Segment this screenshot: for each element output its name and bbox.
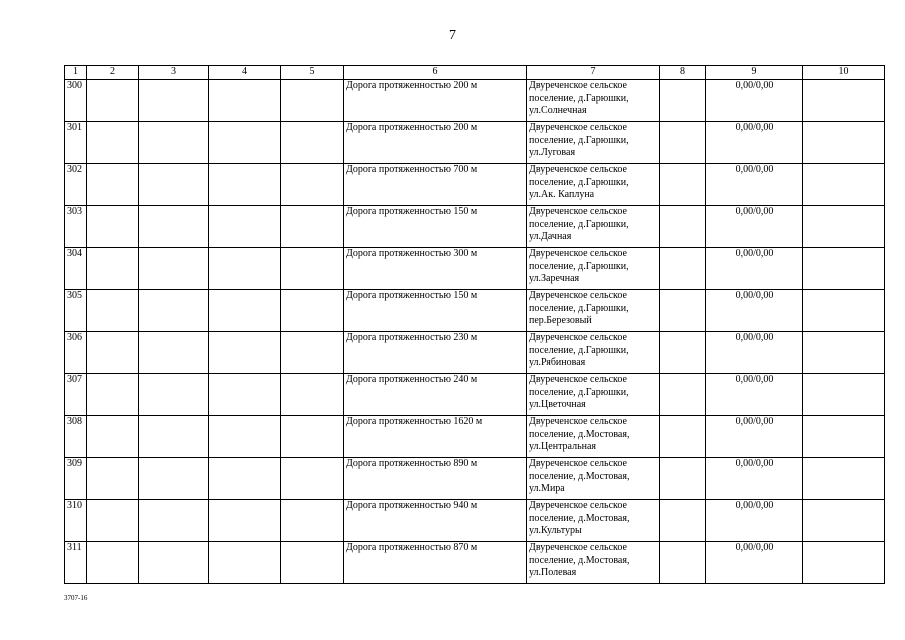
object-name: Дорога протяженностью 230 м: [344, 332, 527, 374]
address-line: Двуреченское сельское: [529, 248, 627, 259]
empty-cell: [281, 500, 344, 542]
empty-cell: [139, 248, 209, 290]
address-line: ул.Луговая: [529, 147, 576, 158]
empty-cell: [281, 122, 344, 164]
empty-cell: [87, 374, 139, 416]
empty-cell: [209, 164, 281, 206]
row-number: 310: [65, 500, 87, 542]
cost-value: 0,00/0,00: [706, 500, 803, 542]
cost-value: 0,00/0,00: [706, 164, 803, 206]
empty-cell: [660, 290, 706, 332]
object-name: Дорога протяженностью 700 м: [344, 164, 527, 206]
empty-cell: [209, 206, 281, 248]
row-number: 306: [65, 332, 87, 374]
empty-cell: [803, 164, 885, 206]
empty-cell: [660, 122, 706, 164]
empty-cell: [209, 290, 281, 332]
cost-value: 0,00/0,00: [706, 248, 803, 290]
column-header: 4: [209, 66, 281, 80]
object-address: [527, 122, 660, 164]
empty-cell: [139, 542, 209, 584]
empty-cell: [660, 206, 706, 248]
address-line: ул.Мира: [529, 483, 565, 494]
table-row: [65, 164, 885, 206]
empty-cell: [209, 248, 281, 290]
empty-cell: [281, 416, 344, 458]
empty-cell: [660, 332, 706, 374]
address-line: Двуреченское сельское: [529, 206, 627, 217]
empty-cell: [803, 416, 885, 458]
object-name: Дорога протяженностью 940 м: [344, 500, 527, 542]
empty-cell: [139, 290, 209, 332]
object-name: Дорога протяженностью 1620 м: [344, 416, 527, 458]
object-address: [527, 500, 660, 542]
object-address: [527, 416, 660, 458]
address-line: поселение, д.Гарюшки,: [529, 302, 629, 314]
empty-cell: [87, 290, 139, 332]
empty-cell: [209, 80, 281, 122]
column-header: 9: [706, 66, 803, 80]
row-number: 311: [65, 542, 87, 584]
empty-cell: [87, 416, 139, 458]
table-row: [65, 206, 885, 248]
address-line: Двуреченское сельское: [529, 416, 627, 427]
address-line: Двуреченское сельское: [529, 80, 627, 91]
page-number: 7: [449, 28, 456, 43]
column-header: 1: [65, 66, 87, 80]
object-address: [527, 290, 660, 332]
table-row: [65, 332, 885, 374]
column-header: 6: [344, 66, 527, 80]
empty-cell: [87, 332, 139, 374]
empty-cell: [660, 458, 706, 500]
table-row: [65, 122, 885, 164]
empty-cell: [209, 458, 281, 500]
empty-cell: [660, 80, 706, 122]
row-number: 303: [65, 206, 87, 248]
empty-cell: [87, 122, 139, 164]
empty-cell: [209, 542, 281, 584]
empty-cell: [209, 374, 281, 416]
row-number: 307: [65, 374, 87, 416]
empty-cell: [281, 332, 344, 374]
object-address: [527, 164, 660, 206]
empty-cell: [281, 248, 344, 290]
address-line: ул.Дачная: [529, 231, 572, 242]
address-line: поселение, д.Гарюшки,: [529, 344, 629, 356]
column-header: 5: [281, 66, 344, 80]
empty-cell: [803, 122, 885, 164]
empty-cell: [803, 374, 885, 416]
table-row: [65, 542, 885, 584]
object-name: Дорога протяженностью 150 м: [344, 206, 527, 248]
object-name: Дорога протяженностью 240 м: [344, 374, 527, 416]
empty-cell: [87, 206, 139, 248]
address-line: Двуреченское сельское: [529, 458, 627, 469]
empty-cell: [660, 164, 706, 206]
address-line: Двуреченское сельское: [529, 290, 627, 301]
empty-cell: [209, 500, 281, 542]
empty-cell: [209, 332, 281, 374]
empty-cell: [139, 416, 209, 458]
object-address: [527, 374, 660, 416]
cost-value: 0,00/0,00: [706, 80, 803, 122]
empty-cell: [209, 122, 281, 164]
empty-cell: [281, 80, 344, 122]
empty-cell: [803, 500, 885, 542]
table-body: [65, 80, 885, 584]
table-row: [65, 500, 885, 542]
empty-cell: [660, 542, 706, 584]
empty-cell: [660, 500, 706, 542]
address-line: пер.Березовый: [529, 315, 592, 326]
address-line: поселение, д.Гарюшки,: [529, 386, 629, 398]
address-line: поселение, д.Гарюшки,: [529, 134, 629, 146]
row-number: 309: [65, 458, 87, 500]
empty-cell: [803, 290, 885, 332]
empty-cell: [803, 206, 885, 248]
empty-cell: [139, 458, 209, 500]
address-line: поселение, д.Мостовая,: [529, 428, 630, 440]
empty-cell: [660, 374, 706, 416]
empty-cell: [139, 122, 209, 164]
empty-cell: [281, 542, 344, 584]
address-line: Двуреченское сельское: [529, 122, 627, 133]
empty-cell: [139, 164, 209, 206]
empty-cell: [803, 332, 885, 374]
empty-cell: [87, 80, 139, 122]
table-row: [65, 458, 885, 500]
column-header: 7: [527, 66, 660, 80]
column-header: 2: [87, 66, 139, 80]
row-number: 301: [65, 122, 87, 164]
table-row: [65, 374, 885, 416]
empty-cell: [139, 500, 209, 542]
address-line: ул.Рябиновая: [529, 357, 586, 368]
address-line: поселение, д.Гарюшки,: [529, 176, 629, 188]
cost-value: 0,00/0,00: [706, 416, 803, 458]
address-line: ул.Заречная: [529, 273, 580, 284]
empty-cell: [139, 332, 209, 374]
object-name: Дорога протяженностью 200 м: [344, 80, 527, 122]
empty-cell: [281, 374, 344, 416]
empty-cell: [87, 500, 139, 542]
empty-cell: [87, 542, 139, 584]
table-row: [65, 248, 885, 290]
address-line: поселение, д.Гарюшки,: [529, 218, 629, 230]
object-name: Дорога протяженностью 200 м: [344, 122, 527, 164]
cost-value: 0,00/0,00: [706, 374, 803, 416]
row-number: 308: [65, 416, 87, 458]
cost-value: 0,00/0,00: [706, 206, 803, 248]
empty-cell: [139, 374, 209, 416]
empty-cell: [281, 290, 344, 332]
address-line: ул.Ак. Каплуна: [529, 189, 595, 200]
address-line: ул.Центральная: [529, 441, 597, 452]
empty-cell: [803, 80, 885, 122]
cost-value: 0,00/0,00: [706, 122, 803, 164]
empty-cell: [803, 248, 885, 290]
object-name: Дорога протяженностью 150 м: [344, 290, 527, 332]
column-header: 8: [660, 66, 706, 80]
object-name: Дорога протяженностью 300 м: [344, 248, 527, 290]
address-line: поселение, д.Гарюшки,: [529, 260, 629, 272]
address-line: ул.Полевая: [529, 567, 577, 578]
table-row: [65, 290, 885, 332]
address-line: ул.Цветочная: [529, 399, 586, 410]
row-number: 304: [65, 248, 87, 290]
table-row: [65, 416, 885, 458]
empty-cell: [660, 248, 706, 290]
cost-value: 0,00/0,00: [706, 542, 803, 584]
address-line: Двуреченское сельское: [529, 542, 627, 553]
address-line: Двуреченское сельское: [529, 500, 627, 511]
address-line: Двуреченское сельское: [529, 374, 627, 385]
object-address: [527, 248, 660, 290]
address-line: поселение, д.Мостовая,: [529, 554, 630, 566]
address-line: Двуреченское сельское: [529, 332, 627, 343]
empty-cell: [803, 542, 885, 584]
address-line: ул.Культуры: [529, 525, 582, 536]
address-line: ул.Солнечная: [529, 105, 587, 116]
property-registry-table: [64, 65, 885, 584]
empty-cell: [660, 416, 706, 458]
table-row: [65, 80, 885, 122]
empty-cell: [87, 458, 139, 500]
address-line: поселение, д.Мостовая,: [529, 470, 630, 482]
header-row: [65, 66, 885, 80]
object-name: Дорога протяженностью 870 м: [344, 542, 527, 584]
empty-cell: [281, 206, 344, 248]
object-address: [527, 458, 660, 500]
address-line: Двуреченское сельское: [529, 164, 627, 175]
row-number: 305: [65, 290, 87, 332]
empty-cell: [281, 164, 344, 206]
address-line: поселение, д.Мостовая,: [529, 512, 630, 524]
empty-cell: [281, 458, 344, 500]
object-name: Дорога протяженностью 890 м: [344, 458, 527, 500]
empty-cell: [87, 164, 139, 206]
object-address: [527, 332, 660, 374]
row-number: 300: [65, 80, 87, 122]
column-header: 3: [139, 66, 209, 80]
cost-value: 0,00/0,00: [706, 290, 803, 332]
object-address: [527, 206, 660, 248]
cost-value: 0,00/0,00: [706, 332, 803, 374]
column-header: 10: [803, 66, 885, 80]
empty-cell: [139, 80, 209, 122]
object-address: [527, 542, 660, 584]
empty-cell: [139, 206, 209, 248]
object-address: [527, 80, 660, 122]
row-number: 302: [65, 164, 87, 206]
document-code: 3707-16: [64, 594, 88, 602]
empty-cell: [209, 416, 281, 458]
cost-value: 0,00/0,00: [706, 458, 803, 500]
empty-cell: [803, 458, 885, 500]
empty-cell: [87, 248, 139, 290]
address-line: поселение, д.Гарюшки,: [529, 92, 629, 104]
